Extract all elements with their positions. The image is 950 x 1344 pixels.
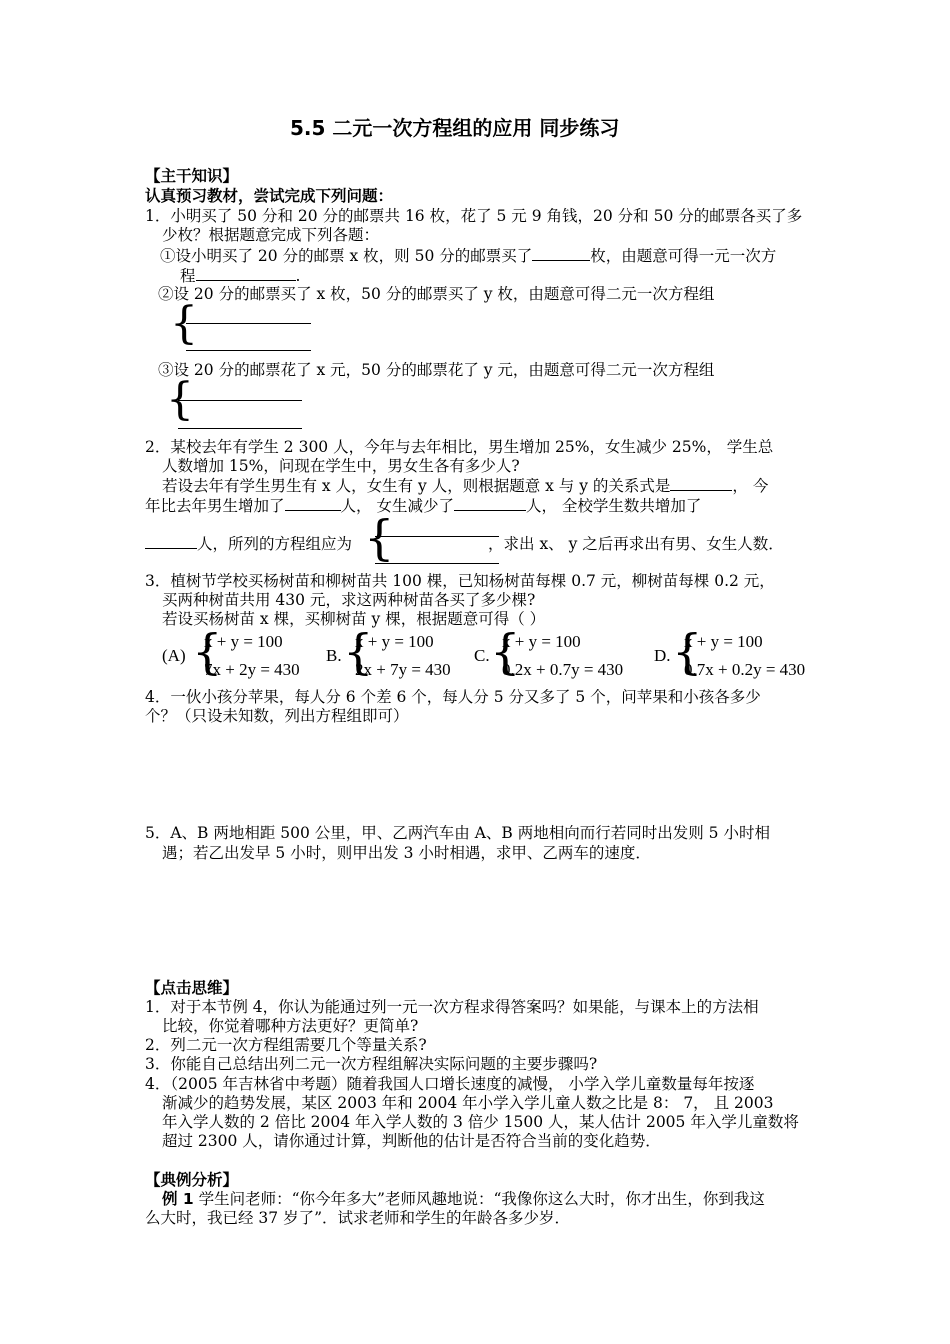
thinking-1-line2: 比较，你觉着哪种方法更好？更简单?: [162, 1017, 419, 1035]
example-1-line1: [162, 1189, 765, 1209]
q2-total-blank: [145, 533, 197, 549]
q3-option-a-eq2: 7x + 2y = 430: [204, 660, 300, 679]
q3-option-c-label[interactable]: C.: [474, 646, 490, 665]
q2-girls-blank: [454, 495, 526, 511]
thinking-3: 3．你能自己总结出列二元一次方程组解决实际问题的主要步骤吗?: [145, 1055, 598, 1073]
q3-line2: 买两种树苗共用 430 元，求这两种树苗各买了多少棵?: [162, 591, 536, 609]
q3-option-d-eq2: 0.7x + 0.2y = 430: [684, 660, 806, 679]
q1-a-line2-text: 程: [180, 267, 196, 285]
q3-option-d-label[interactable]: D.: [654, 646, 671, 665]
q3-option-b-brace: {: [343, 624, 374, 680]
q3-option-a-eq1: x + y = 100: [204, 632, 283, 651]
q4-line2: 个？（只设未知数，列出方程组即可）: [145, 707, 409, 725]
thinking-4-line2: 渐减少的趋势发展，某区 2003 年和 2004 年小学入学儿童人数之比是 8： 7， 且 2003: [162, 1094, 774, 1112]
q1-b-blank-2: [186, 350, 311, 351]
q3-option-c-brace: {: [490, 624, 521, 680]
thinking-1-line1: 1．对于本节例 4，你认为能通过列一元一次方程求得答案吗？如果能，与课本上的方法相: [145, 998, 759, 1016]
q5-line1: 5．A、B 两地相距 500 公里，甲、乙两汽车由 A、B 两地相向而行若同时出发则 5 小时相: [145, 824, 770, 842]
q2-line4-text-a: 年比去年男生增加了: [145, 497, 285, 515]
q3-option-a-label[interactable]: (A): [162, 646, 186, 665]
q1-a-end: .: [295, 267, 301, 285]
q3-option-b-eq1: x + y = 100: [355, 632, 434, 651]
q3-line3: 若设买杨树苗 x 棵，买柳树苗 y 棵，根据题意可得（ ）: [162, 610, 546, 628]
q2-line4: [145, 495, 701, 516]
q2-line4-text-c: 人， 全校学生数共增加了: [525, 497, 702, 515]
q1-b-blank-1: [186, 323, 311, 324]
thinking-2: 2．列二元一次方程组需要几个等量关系?: [145, 1036, 427, 1054]
q3-option-b-label[interactable]: B.: [326, 646, 342, 665]
q4-line1: 4．一伙小孩分苹果，每人分 6 个差 6 个，每人分 5 分又多了 5 个，问苹果和小孩各多少: [145, 688, 761, 706]
q3-option-a-brace: {: [192, 624, 223, 680]
section-heading-main-knowledge: 【主干知识】: [145, 167, 239, 185]
q1-part-a: [160, 245, 776, 266]
q2-system-blank-2: [375, 563, 499, 564]
thinking-4-line1: 4．（2005 年吉林省中考题）随着我国人口增长速度的减慢， 小学入学儿童数量每年按逐: [145, 1075, 755, 1093]
example-1-line2: 么大时，我已经 37 岁了”．试求老师和学生的年龄各多少岁．: [145, 1209, 571, 1227]
q1-b-brace: {: [170, 298, 198, 349]
page-title: 5.5 二元一次方程组的应用 同步练习: [290, 116, 620, 140]
thinking-4-line4: 超过 2300 人，请你通过计算，判断他的估计是否符合当前的变化趋势．: [162, 1132, 661, 1150]
q1-part-c: ③设 20 分的邮票花了 x 元，50 分的邮票花了 y 元，由题意可得二元一次方程组: [158, 361, 715, 379]
q3-option-d-brace: {: [672, 624, 703, 680]
q3-option-c-eq1: x + y = 100: [502, 632, 581, 651]
q1-c-blank-1: [178, 400, 302, 401]
q1-c-blank-2: [178, 428, 302, 429]
q3-option-c-eq2: 0.2x + 0.7y = 430: [502, 660, 624, 679]
q2-system-blank-1: [375, 536, 499, 537]
q2-relation-blank: [670, 475, 732, 491]
thinking-4-line3: 年入学人数的 2 倍比 2004 年入学人数的 3 倍少 1500 人，某人估计 2005 年入学儿童数将: [162, 1113, 799, 1131]
q3-option-d-eq1: x + y = 100: [684, 632, 763, 651]
q1-part-a-line2: [180, 265, 300, 286]
q2-line3-text-post: ， 今: [732, 477, 769, 495]
section-heading-examples: 【典例分析】: [145, 1171, 239, 1189]
q2-line1: 2．某校去年有学生 2 300 人，今年与去年相比，男生增加 25%，女生减少 25%， 学生总: [145, 438, 774, 456]
q2-system-brace: {: [364, 510, 395, 566]
q1-line1: 1．小明买了 50 分和 20 分的邮票共 16 枚，花了 5 元 9 角钱，20 分和 50 分的邮票各买了多: [145, 207, 803, 225]
example-1-label: 例 1: [162, 1190, 194, 1208]
q2-line3: [162, 475, 768, 496]
q3-line1: 3．植树节学校买杨树苗和柳树苗共 100 棵，已知杨树苗每棵 0.7 元，柳树苗每棵 0.2 元，: [145, 572, 775, 590]
q1-a-text-post: 枚，由题意可得一元一次方: [590, 247, 777, 265]
section-intro: 认真预习教材，尝试完成下列问题：: [145, 187, 394, 205]
q2-line2: 人数增加 15%，问现在学生中，男女生各有多少人?: [162, 457, 520, 475]
q1-part-b: ②设 20 分的邮票买了 x 枚，50 分的邮票买了 y 枚，由题意可得二元一次方程组: [158, 285, 715, 303]
q5-line2: 遇；若乙出发早 5 小时，则甲出发 3 小时相遇，求甲、乙两车的速度．: [162, 844, 651, 862]
q1-c-brace: {: [166, 374, 194, 425]
q3-option-b-eq2: 2x + 7y = 430: [355, 660, 451, 679]
q2-line4-text-b: 人， 女生减少了: [340, 497, 454, 515]
q2-line3-text: 若设去年有学生男生有 x 人，女生有 y 人，则根据题意 x 与 y 的关系式是: [162, 477, 671, 495]
q1-a-blank: [532, 245, 590, 261]
q1-a-eq-blank: [196, 265, 296, 281]
section-heading-thinking: 【点击思维】: [145, 979, 239, 997]
q2-line5-text-a: 人，所列的方程组应为: [197, 535, 353, 553]
q2-boys-blank: [285, 495, 341, 511]
example-1-text: 学生问老师：“你今年多大”老师风趣地说：“我像你这么大时，你才出生，你到我这: [198, 1190, 765, 1208]
q1-a-text: ①设小明买了 20 分的邮票 x 枚，则 50 分的邮票买了: [160, 247, 533, 265]
q2-line5-text-b: ，求出 x、 y 之后再求出有男、女生人数．: [488, 535, 784, 553]
q1-line2: 少枚？根据题意完成下列各题：: [162, 226, 380, 244]
